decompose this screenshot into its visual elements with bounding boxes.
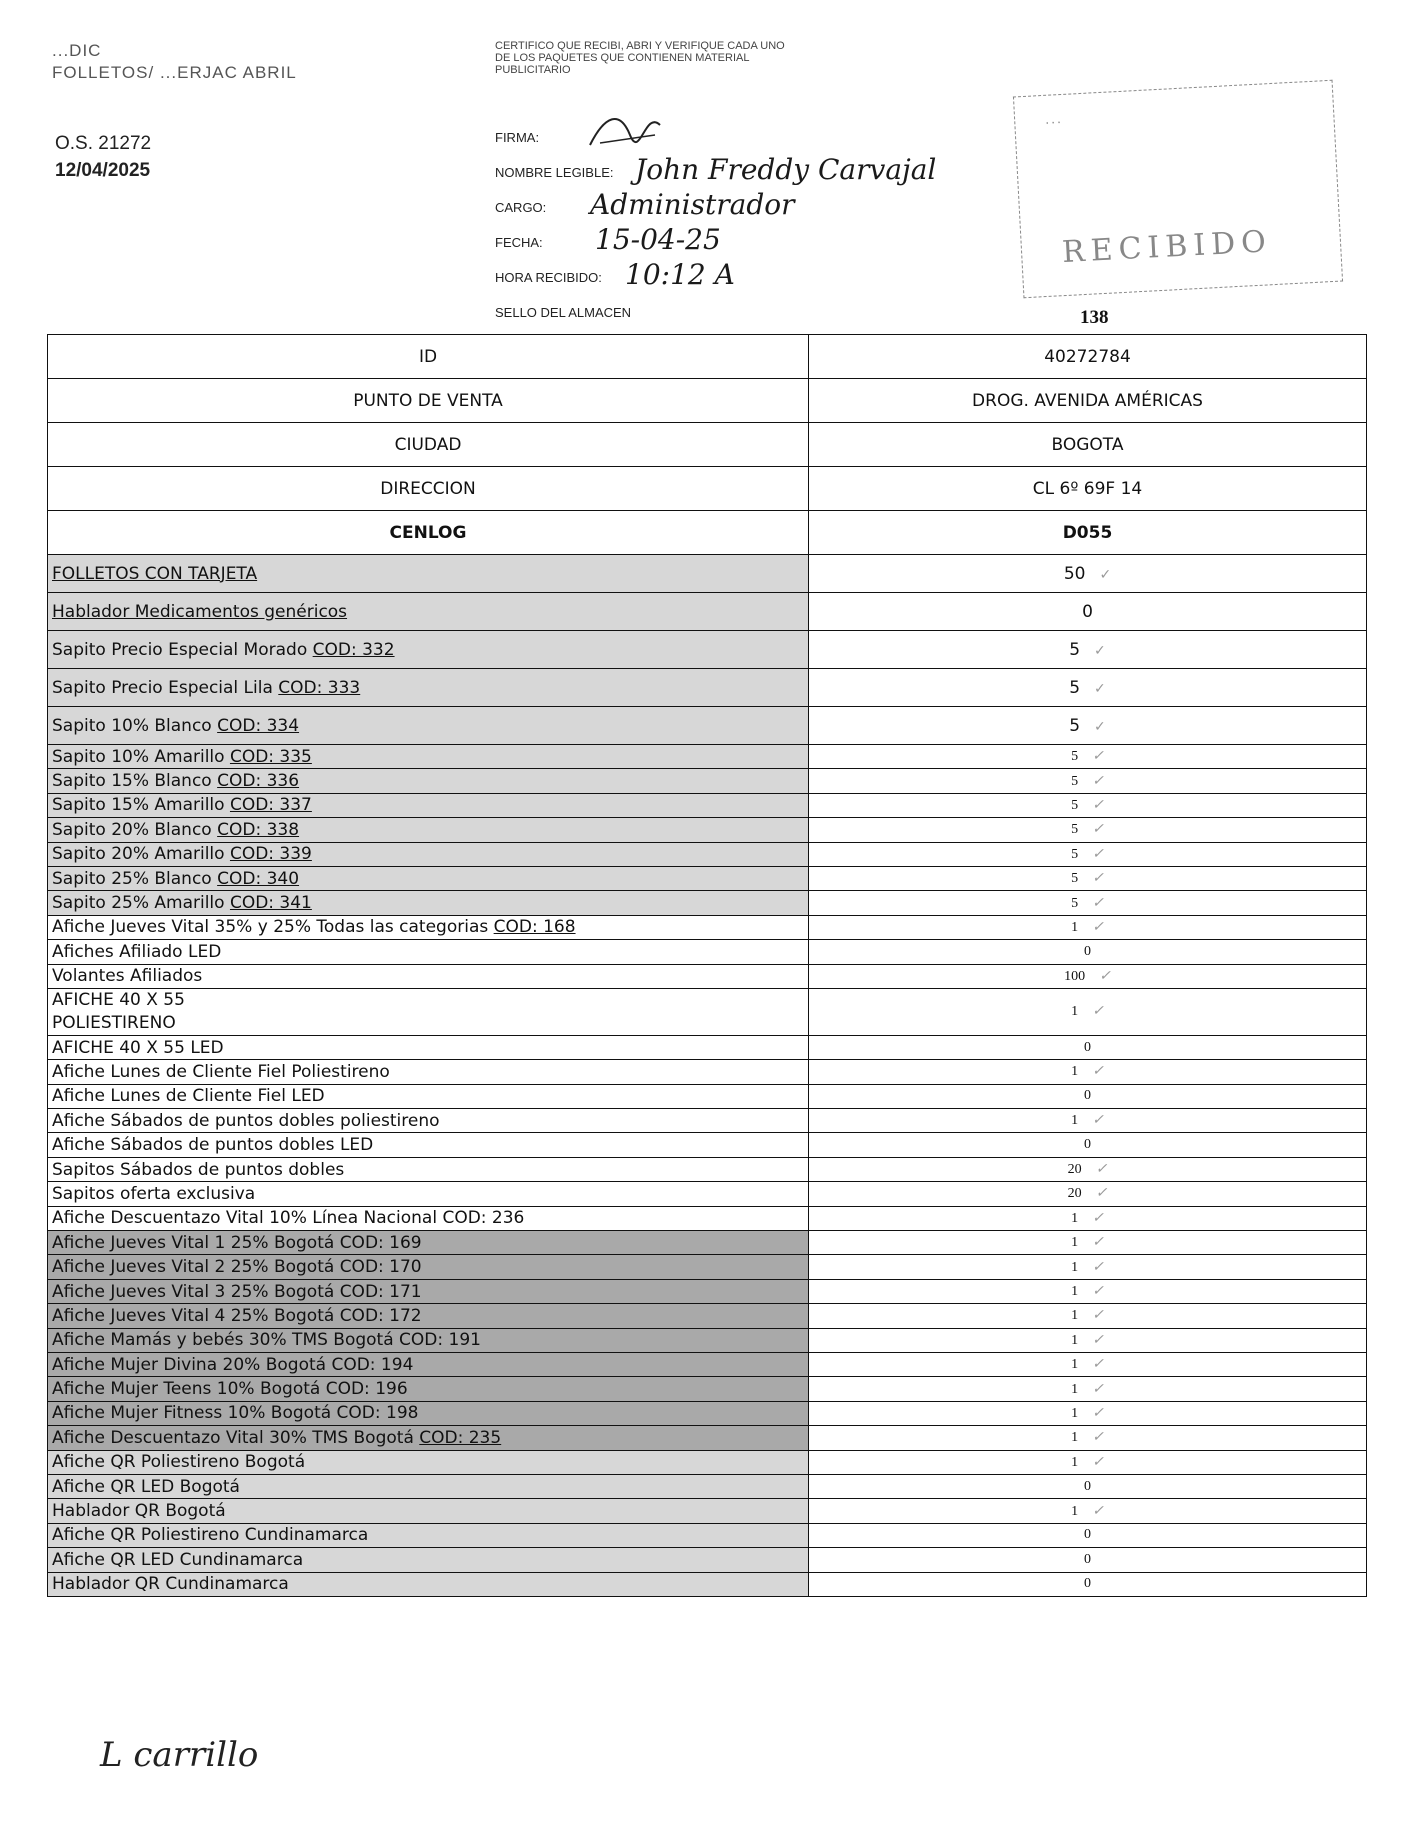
- item-name-cell: [48, 1182, 809, 1206]
- item-name: Afiches Afiliado LED: [52, 941, 222, 962]
- check-mark-icon: ✓: [1092, 919, 1104, 935]
- item-qty-cell: [809, 964, 1367, 988]
- item-name: Afiche Lunes de Cliente Fiel Poliestireno: [52, 1061, 390, 1082]
- item-row: [48, 1572, 1367, 1596]
- check-mark-icon: ✓: [1095, 1162, 1108, 1178]
- item-name: Sapito 25% Amarillo: [52, 893, 230, 914]
- item-name-cell: [48, 964, 809, 988]
- item-name: Afiche Mujer Fitness 10% Bogotá COD: 198: [52, 1403, 419, 1424]
- item-code: COD: 338: [217, 819, 300, 840]
- item-row: [48, 1279, 1367, 1303]
- item-row: [48, 1523, 1367, 1547]
- item-name-cell: [48, 866, 809, 890]
- item-name: Afiche Jueves Vital 4 25% Bogotá COD: 172: [52, 1305, 422, 1326]
- item-qty: 5: [1071, 822, 1079, 838]
- item-name: Afiche Mamás y bebés 30% TMS Bogotá COD: 191: [52, 1330, 481, 1351]
- item-code: COD: 235: [419, 1427, 502, 1448]
- item-row: [48, 964, 1367, 988]
- header-row: [48, 467, 1367, 511]
- check-mark-icon: ✓: [1092, 1004, 1104, 1020]
- item-name-cell: [48, 1255, 809, 1279]
- item-name-cell: [48, 891, 809, 915]
- item-name-cell: [48, 1133, 809, 1157]
- order-info: [55, 130, 151, 184]
- item-qty-cell: [809, 1255, 1367, 1279]
- item-name: Afiche QR Poliestireno Cundinamarca: [52, 1525, 369, 1546]
- item-row: [48, 1548, 1367, 1572]
- item-name-cell: [48, 1377, 809, 1401]
- check-mark-icon: ✓: [1092, 1381, 1104, 1397]
- item-name-cell: [48, 1523, 809, 1547]
- header-row-value: D055: [809, 511, 1367, 555]
- header-row: [48, 335, 1367, 379]
- header-row: [48, 511, 1367, 555]
- check-mark-icon: ✓: [1099, 566, 1112, 583]
- header-row-key: DIRECCION: [48, 467, 809, 511]
- fecha-value: 15-04-25: [595, 223, 721, 256]
- item-name-cell: [48, 669, 809, 707]
- item-row: [48, 1157, 1367, 1181]
- item-row: [48, 1035, 1367, 1059]
- item-row: [48, 707, 1367, 745]
- item-code: COD: 168: [493, 917, 576, 938]
- item-name: Afiche Jueves Vital 1 25% Bogotá COD: 169: [52, 1232, 422, 1253]
- item-code: COD: 337: [229, 795, 312, 816]
- item-name-cell: [48, 1572, 809, 1596]
- item-name: Afiche Mujer Divina 20% Bogotá COD: 194: [52, 1354, 414, 1375]
- item-name-cell: [48, 1060, 809, 1084]
- item-qty: 1: [1071, 1381, 1079, 1397]
- item-row: [48, 1499, 1367, 1523]
- item-row: [48, 915, 1367, 939]
- item-qty-cell: [809, 1328, 1367, 1352]
- header-row-value: DROG. AVENIDA AMÉRICAS: [809, 379, 1367, 423]
- item-qty-cell: [809, 769, 1367, 793]
- item-qty: 20: [1067, 1186, 1082, 1202]
- item-name-cell: [48, 1279, 809, 1303]
- item-name: Sapito 10% Amarillo: [52, 746, 230, 767]
- header-row-key: PUNTO DE VENTA: [48, 379, 809, 423]
- item-qty-cell: [809, 555, 1367, 593]
- item-name: Afiche Descuentazo Vital 30% TMS Bogotá: [52, 1427, 420, 1448]
- item-row: [48, 555, 1367, 593]
- item-code: COD: 340: [217, 868, 300, 889]
- item-row: [48, 1377, 1367, 1401]
- item-name: AFICHE 40 X 55: [52, 989, 185, 1010]
- item-row: [48, 593, 1367, 631]
- item-qty: 5: [1069, 639, 1081, 660]
- check-mark-icon: ✓: [1092, 1308, 1104, 1324]
- check-mark-icon: ✓: [1092, 1259, 1104, 1275]
- item-name-cell: [48, 793, 809, 817]
- item-qty-cell: [809, 1109, 1367, 1133]
- item-qty-cell: [809, 842, 1367, 866]
- header-row-key: ID: [48, 335, 809, 379]
- header-row-key: CIUDAD: [48, 423, 809, 467]
- item-qty-cell: [809, 940, 1367, 964]
- item-name-cell: [48, 915, 809, 939]
- item-qty-cell: [809, 1572, 1367, 1596]
- cargo-value: Administrador: [590, 188, 795, 221]
- item-name-cell: [48, 988, 809, 1035]
- item-name: Afiche Lunes de Cliente Fiel LED: [52, 1086, 325, 1107]
- item-qty: 5: [1071, 871, 1079, 887]
- firma-label: FIRMA:: [495, 130, 540, 145]
- os-number: O.S. 21272: [55, 133, 152, 154]
- check-mark-icon: ✓: [1092, 1357, 1104, 1373]
- item-code: COD: 335: [229, 746, 312, 767]
- item-qty: 1: [1071, 1064, 1079, 1080]
- item-row: [48, 1206, 1367, 1230]
- item-qty: 1: [1071, 1332, 1079, 1348]
- item-name: Sapito Precio Especial Lila: [52, 677, 279, 698]
- item-name-cell: [48, 745, 809, 769]
- item-name: FOLLETOS CON TARJETA: [52, 563, 258, 584]
- item-name-cell: [48, 769, 809, 793]
- item-qty-cell: [809, 988, 1367, 1035]
- item-row: [48, 1060, 1367, 1084]
- item-qty: 1: [1071, 1284, 1079, 1299]
- item-qty-cell: [809, 1157, 1367, 1181]
- item-name: Afiche Descuentazo Vital 10% Línea Nacional COD: 236: [52, 1208, 525, 1229]
- item-row: [48, 940, 1367, 964]
- item-row: [48, 1084, 1367, 1108]
- item-qty: 0: [1084, 943, 1091, 959]
- item-qty-cell: [809, 1304, 1367, 1328]
- delivery-table-body: [48, 335, 1367, 1597]
- check-mark-icon: ✓: [1092, 1332, 1104, 1348]
- header-row-value: BOGOTA: [809, 423, 1367, 467]
- item-qty-cell: [809, 1279, 1367, 1303]
- order-date: 12/04/2025: [55, 160, 151, 181]
- item-name: Afiche Jueves Vital 2 25% Bogotá COD: 170: [52, 1257, 422, 1278]
- item-row: [48, 1304, 1367, 1328]
- item-qty-cell: [809, 866, 1367, 890]
- item-qty-cell: [809, 1060, 1367, 1084]
- item-name-cell: [48, 555, 809, 593]
- item-qty-cell: [809, 669, 1367, 707]
- item-name-cell: [48, 707, 809, 745]
- item-name-cell: [48, 1474, 809, 1498]
- item-name: Sapito 15% Amarillo: [52, 795, 230, 816]
- item-code: COD: 332: [312, 639, 395, 660]
- item-qty-cell: [809, 745, 1367, 769]
- check-mark-icon: ✓: [1092, 1210, 1104, 1226]
- item-qty-cell: [809, 891, 1367, 915]
- item-qty: 5: [1071, 846, 1079, 862]
- item-name-cell: [48, 1304, 809, 1328]
- item-qty: 5: [1071, 749, 1079, 765]
- item-qty: 0: [1084, 1478, 1091, 1494]
- item-qty: 1: [1071, 1259, 1079, 1275]
- item-qty-cell: [809, 593, 1367, 631]
- item-qty-cell: [809, 1426, 1367, 1450]
- item-row: [48, 1109, 1367, 1133]
- item-row: [48, 1450, 1367, 1474]
- item-name: Afiche QR Poliestireno Bogotá: [52, 1452, 306, 1473]
- item-name-cell: [48, 631, 809, 669]
- item-qty: 5: [1069, 715, 1081, 736]
- check-mark-icon: ✓: [1094, 718, 1106, 735]
- check-mark-icon: ✓: [1092, 1430, 1104, 1446]
- item-name-cell: [48, 1231, 809, 1255]
- check-mark-icon: ✓: [1094, 680, 1106, 697]
- item-name: Sapito 25% Blanco: [52, 868, 218, 889]
- item-qty: 0: [1082, 601, 1093, 622]
- item-row: [48, 988, 1367, 1035]
- header-line-1: ...DIC: [52, 41, 102, 60]
- item-qty: 0: [1084, 1088, 1091, 1104]
- item-qty-cell: [809, 793, 1367, 817]
- item-qty: 100: [1064, 968, 1086, 984]
- item-name: Afiche Sábados de puntos dobles LED: [52, 1135, 374, 1156]
- header-left: [52, 40, 297, 84]
- item-name: Sapito 10% Blanco: [52, 715, 218, 736]
- item-qty: 5: [1069, 677, 1081, 698]
- item-name-line2: POLIESTIRENO: [52, 1012, 176, 1033]
- item-qty: 5: [1071, 773, 1079, 789]
- check-mark-icon: ✓: [1092, 749, 1104, 765]
- item-qty: 5: [1071, 797, 1079, 813]
- item-code: COD: 333: [278, 677, 361, 698]
- header-line-2: FOLLETOS/ ...ERJAC ABRIL: [52, 63, 297, 82]
- item-name: AFICHE 40 X 55 LED: [52, 1037, 224, 1058]
- check-mark-icon: ✓: [1094, 642, 1106, 659]
- item-name: Hablador QR Cundinamarca: [52, 1574, 289, 1595]
- item-code: COD: 339: [229, 844, 312, 865]
- item-row: [48, 891, 1367, 915]
- nombre-label: NOMBRE LEGIBLE:: [495, 165, 614, 180]
- item-name-cell: [48, 1401, 809, 1425]
- sello-label: SELLO DEL ALMACEN: [495, 305, 632, 320]
- item-qty-cell: [809, 631, 1367, 669]
- item-row: [48, 1328, 1367, 1352]
- check-mark-icon: ✓: [1092, 1405, 1104, 1421]
- item-qty: 0: [1084, 1527, 1091, 1543]
- item-name-cell: [48, 818, 809, 842]
- check-mark-icon: ✓: [1092, 1113, 1104, 1129]
- item-row: [48, 1133, 1367, 1157]
- check-mark-icon: ✓: [1095, 1186, 1108, 1202]
- item-name: Hablador Medicamentos genéricos: [52, 601, 348, 622]
- item-qty-cell: [809, 1231, 1367, 1255]
- check-mark-icon: ✓: [1092, 1064, 1104, 1080]
- item-row: [48, 1231, 1367, 1255]
- item-name-cell: [48, 940, 809, 964]
- item-name: Afiche Sábados de puntos dobles poliestireno: [52, 1110, 440, 1131]
- item-name: Volantes Afiliados: [52, 966, 203, 987]
- item-row: [48, 1426, 1367, 1450]
- header-row-value: 40272784: [809, 335, 1367, 379]
- item-qty: 50: [1063, 563, 1086, 584]
- item-code: COD: 341: [229, 893, 312, 914]
- item-code: COD: 336: [217, 771, 300, 792]
- item-qty: 20: [1067, 1162, 1082, 1178]
- item-name: Hablador QR Bogotá: [52, 1501, 226, 1522]
- item-qty: 0: [1084, 1551, 1091, 1567]
- item-qty-cell: [809, 1377, 1367, 1401]
- check-mark-icon: ✓: [1099, 968, 1111, 984]
- item-name-cell: [48, 1084, 809, 1108]
- item-qty-cell: [809, 1548, 1367, 1572]
- item-name-cell: [48, 1206, 809, 1230]
- header-row: [48, 379, 1367, 423]
- nombre-value: John Freddy Carvajal: [635, 153, 937, 186]
- item-qty-cell: [809, 1450, 1367, 1474]
- item-row: [48, 842, 1367, 866]
- item-qty-cell: [809, 818, 1367, 842]
- check-mark-icon: ✓: [1092, 1503, 1104, 1519]
- signature-scribble: [585, 105, 665, 150]
- item-name-cell: [48, 1548, 809, 1572]
- item-name-cell: [48, 1499, 809, 1523]
- item-qty: 1: [1071, 1454, 1079, 1470]
- item-qty: 1: [1071, 1235, 1079, 1251]
- stamp-top-text: ...: [1044, 109, 1064, 127]
- stamp-big-text: RECIBIDO: [1061, 224, 1273, 271]
- item-name-cell: [48, 1109, 809, 1133]
- item-qty-cell: [809, 1035, 1367, 1059]
- item-name-cell: [48, 1157, 809, 1181]
- item-row: [48, 1352, 1367, 1376]
- item-name: Sapito Precio Especial Morado: [52, 639, 313, 660]
- item-row: [48, 1182, 1367, 1206]
- item-row: [48, 631, 1367, 669]
- check-mark-icon: ✓: [1092, 846, 1104, 862]
- item-qty-cell: [809, 707, 1367, 745]
- item-name-cell: [48, 1426, 809, 1450]
- item-qty-cell: [809, 1499, 1367, 1523]
- item-name: Sapitos oferta exclusiva: [52, 1183, 256, 1204]
- item-qty: 1: [1071, 1405, 1079, 1421]
- item-name-cell: [48, 1035, 809, 1059]
- item-name: Afiche Mujer Teens 10% Bogotá COD: 196: [52, 1379, 408, 1400]
- hora-value: 10:12 A: [625, 258, 735, 291]
- item-qty-cell: [809, 915, 1367, 939]
- item-qty: 1: [1071, 1113, 1079, 1129]
- item-name: Afiche QR LED Bogotá: [52, 1476, 240, 1497]
- item-name-cell: [48, 593, 809, 631]
- item-qty-cell: [809, 1206, 1367, 1230]
- item-qty: 0: [1084, 1576, 1091, 1592]
- received-stamp: [1013, 80, 1343, 298]
- item-qty: 1: [1071, 919, 1079, 935]
- item-qty-cell: [809, 1182, 1367, 1206]
- header-row-key: CENLOG: [48, 511, 809, 555]
- item-name-cell: [48, 842, 809, 866]
- certification-text: CERTIFICO QUE RECIBI, ABRI Y VERIFIQUE CADA UNO DE LOS PAQUETES QUE CONTIENEN MATERIAL PUBLICITARIO: [495, 40, 785, 76]
- item-qty: 5: [1071, 895, 1079, 911]
- item-row: [48, 866, 1367, 890]
- item-row: [48, 769, 1367, 793]
- fecha-label: FECHA:: [495, 235, 543, 250]
- cargo-label: CARGO:: [495, 200, 547, 215]
- item-row: [48, 1255, 1367, 1279]
- item-qty-cell: [809, 1133, 1367, 1157]
- check-mark-icon: ✓: [1092, 1454, 1104, 1470]
- item-qty-cell: [809, 1084, 1367, 1108]
- check-mark-icon: ✓: [1092, 871, 1104, 887]
- item-row: [48, 818, 1367, 842]
- item-qty: 1: [1071, 1004, 1079, 1020]
- item-name: Afiche Jueves Vital 3 25% Bogotá COD: 171: [52, 1281, 422, 1302]
- item-qty: 1: [1071, 1430, 1079, 1446]
- item-qty: 1: [1071, 1503, 1079, 1519]
- item-name: Sapito 20% Amarillo: [52, 844, 230, 865]
- check-mark-icon: ✓: [1092, 822, 1104, 838]
- item-qty: 1: [1071, 1357, 1079, 1373]
- item-name: Sapito 20% Blanco: [52, 819, 218, 840]
- item-qty-cell: [809, 1523, 1367, 1547]
- item-row: [48, 793, 1367, 817]
- item-qty: 0: [1084, 1137, 1091, 1153]
- check-mark-icon: ✓: [1092, 895, 1104, 911]
- header-row-value: CL 6º 69F 14: [809, 467, 1367, 511]
- item-row: [48, 1474, 1367, 1498]
- item-qty-cell: [809, 1474, 1367, 1498]
- item-qty-cell: [809, 1401, 1367, 1425]
- item-row: [48, 669, 1367, 707]
- item-row: [48, 745, 1367, 769]
- item-name: Afiche QR LED Cundinamarca: [52, 1549, 304, 1570]
- item-name-cell: [48, 1328, 809, 1352]
- item-name: Sapito 15% Blanco: [52, 771, 218, 792]
- bottom-signature: L carrillo: [100, 1735, 259, 1775]
- item-qty-cell: [809, 1352, 1367, 1376]
- item-name: Sapitos Sábados de puntos dobles: [52, 1159, 345, 1180]
- item-name: Afiche Jueves Vital 35% y 25% Todas las categorias: [52, 917, 494, 938]
- item-qty: 0: [1084, 1039, 1091, 1055]
- item-row: [48, 1401, 1367, 1425]
- header-row: [48, 423, 1367, 467]
- check-mark-icon: ✓: [1092, 773, 1104, 789]
- item-name-cell: [48, 1352, 809, 1376]
- item-code: COD: 334: [217, 715, 300, 736]
- check-mark-icon: ✓: [1092, 1284, 1104, 1299]
- item-qty: 1: [1071, 1308, 1079, 1324]
- delivery-table: [47, 334, 1367, 1597]
- item-name-cell: [48, 1450, 809, 1474]
- item-qty: 1: [1071, 1210, 1079, 1226]
- page-number: 138: [1080, 307, 1109, 328]
- check-mark-icon: ✓: [1092, 797, 1104, 813]
- check-mark-icon: ✓: [1092, 1235, 1104, 1251]
- hora-label: HORA RECIBIDO:: [495, 270, 602, 285]
